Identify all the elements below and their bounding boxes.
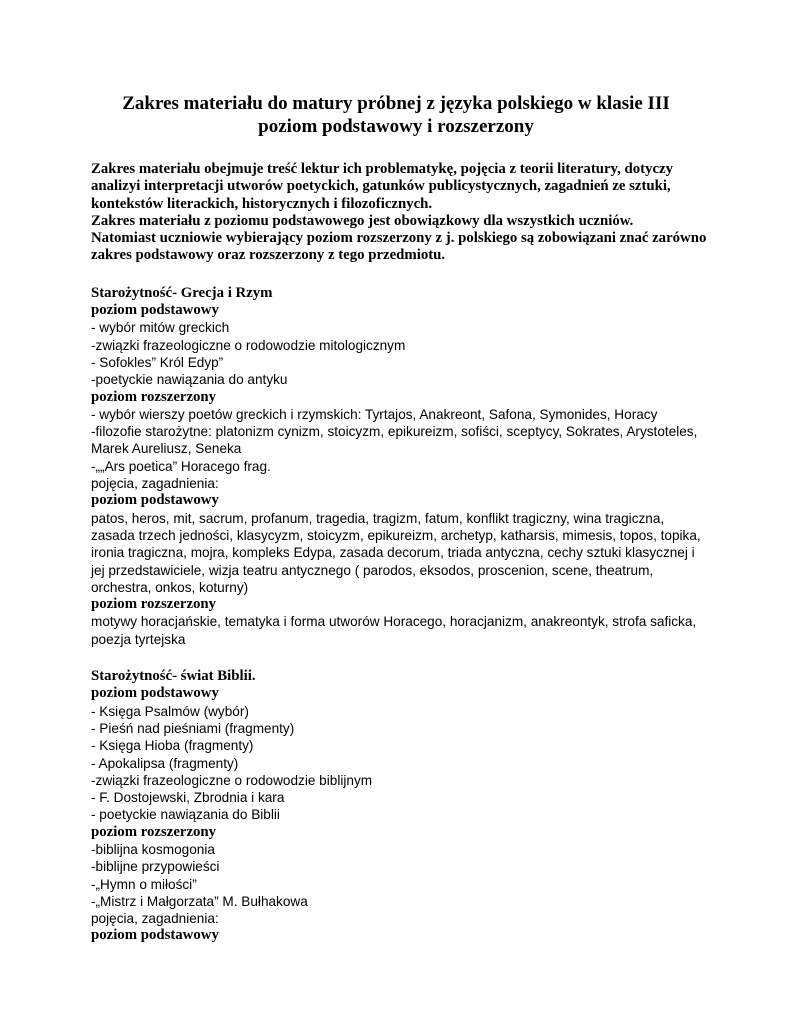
- document-title-line-2: poziom podstawowy i rozszerzony: [258, 116, 534, 137]
- intro-paragraph: [91, 161, 707, 265]
- document-title-line-1: Zakres materiału do matury próbnej z języka polskiego w klasie III: [122, 93, 670, 114]
- list-item: - poetyckie nawiązania do Biblii: [91, 807, 280, 823]
- level-heading-extended: poziom rozszerzony: [91, 823, 217, 840]
- list-item: -„Hymn o miłości”: [91, 876, 197, 892]
- concepts-text-line: poezja tyrtejska: [91, 631, 186, 647]
- section-greece-rome: [91, 285, 701, 648]
- concepts-text-line: patos, heros, mit, sacrum, profanum, tragedia, tragizm, fatum, konflikt tragiczny, wina tragiczna,: [91, 510, 665, 526]
- list-item: - Apokalipsa (fragmenty): [91, 755, 239, 771]
- list-item: -biblijna kosmogonia: [91, 841, 215, 857]
- list-item: - Pieśń nad pieśniami (fragmenty): [91, 720, 295, 736]
- list-item: - wybór wierszy poetów greckich i rzymskich: Tyrtajos, Anakreont, Safona, Symonides, Horacy: [91, 406, 658, 422]
- intro-line: Natomiast uczniowie wybierający poziom rozszerzony z j. polskiego są zobowiązani znać zarówno: [91, 230, 707, 247]
- concepts-text-line: jej przedstawiciele, wizja teatru antycznego ( parodos, eksodos, proscenion, scene, theatrum,: [91, 562, 654, 578]
- list-item: -związki frazeologiczne o rodowodzie mitologicznym: [91, 337, 406, 353]
- list-item: -„„Ars poetica” Horacego frag.: [91, 458, 271, 474]
- level-heading-extended: poziom rozszerzony: [91, 388, 217, 405]
- document-page: [91, 92, 707, 945]
- level-heading-basic: poziom podstawowy: [91, 302, 219, 319]
- list-item: - Sofokles” Król Edyp”: [91, 354, 224, 370]
- intro-line: analizyi interpretacji utworów poetyckich, gatunków publicystycznych, zagadnień ze sztuki,: [91, 178, 671, 195]
- section-heading: Starożytność- Grecja i Rzym: [91, 284, 273, 301]
- concepts-text-line: ironia tragiczna, mojra, kompleks Edypa, zasada decorum, triada antyczna, cechy sztuki klasycznej i: [91, 545, 695, 561]
- concepts-basic-heading: poziom podstawowy: [91, 492, 219, 509]
- list-item: -biblijne przypowieści: [91, 859, 220, 875]
- intro-line: Zakres materiału z poziomu podstawowego jest obowiązkowy dla wszystkich uczniów.: [91, 212, 634, 229]
- list-item: - wybór mitów greckich: [91, 320, 230, 336]
- list-item: - F. Dostojewski, Zbrodnia i kara: [91, 790, 285, 806]
- concepts-text-line: orchestra, onkos, koturny): [91, 579, 249, 595]
- level-heading-basic: poziom podstawowy: [91, 685, 219, 702]
- list-item: - Księga Psalmów (wybór): [91, 703, 249, 719]
- concepts-text-line: motywy horacjańskie, tematyka i forma utworów Horacego, horacjanizm, anakreontyk, strofa saficka,: [91, 614, 697, 630]
- section-bible: [91, 668, 701, 945]
- list-item: Marek Aureliusz, Seneka: [91, 441, 242, 457]
- concepts-label: pojęcia, zagadnienia:: [91, 911, 219, 927]
- intro-line: zakres podstawowy oraz rozszerzony z tego przedmiotu.: [91, 247, 446, 264]
- intro-line: Zakres materiału obejmuje treść lektur ich problematykę, pojęcia z teorii literatury, dotyczy: [91, 161, 674, 177]
- list-item: -filozofie starożytne: platonizm cynizm, stoicyzm, epikureizm, sofiści, sceptycy, Sokrates, Arystoteles,: [91, 424, 698, 440]
- concepts-extended-heading: poziom rozszerzony: [91, 596, 217, 613]
- concepts-label: pojęcia, zagadnienia:: [91, 476, 219, 492]
- section-heading: Starożytność- świat Biblii.: [91, 668, 256, 685]
- concepts-text-line: zasada trzech jedności, klasycyzm, stoicyzm, epikureizm, archetyp, katharsis, mimesis, topos, topika,: [91, 527, 701, 543]
- list-item: -związki frazeologiczne o rodowodzie biblijnym: [91, 772, 373, 788]
- list-item: -poetyckie nawiązania do antyku: [91, 372, 288, 388]
- intro-line: kontekstów literackich, historycznych i filozoficznych.: [91, 195, 433, 212]
- concepts-basic-heading: poziom podstawowy: [91, 927, 219, 944]
- list-item: - Księga Hioba (fragmenty): [91, 738, 254, 754]
- list-item: -„Mistrz i Małgorzata” M. Bułhakowa: [91, 893, 308, 909]
